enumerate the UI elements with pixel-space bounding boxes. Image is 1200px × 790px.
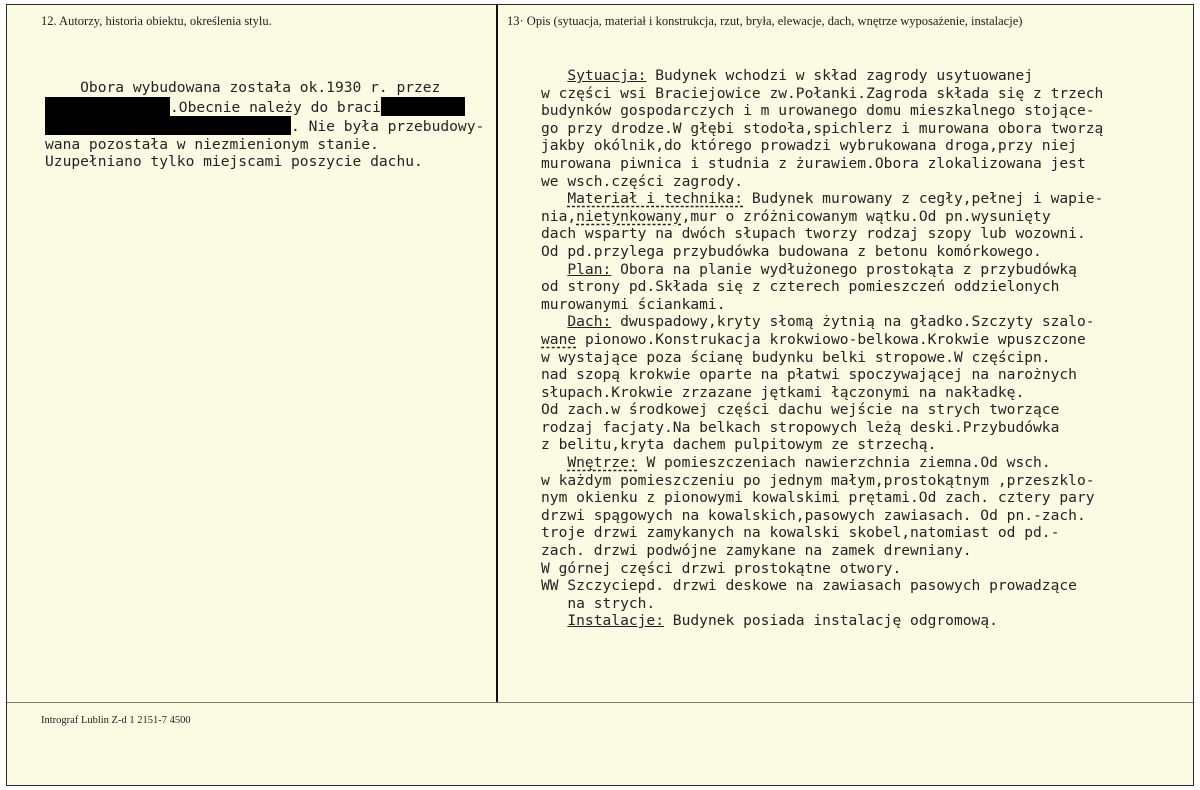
redaction-box	[45, 116, 291, 135]
history-text	[45, 79, 484, 171]
text-line: jakby okólnik,do którego prowadzi wybrukowana droga,przy niej	[541, 137, 1077, 155]
text-line: murowanymi ściankami.	[541, 295, 726, 313]
redaction-box	[45, 97, 170, 116]
text-line: Od zach.w środkowej części dachu wejście na strych tworzące	[541, 401, 1060, 419]
text-line: dwuspadowy,kryty słomą żytnią na gładko.Szczyty szalo-	[611, 313, 1095, 331]
text-line: w części wsi Braciejowice zw.Połanki.Zagroda składa się z trzech	[541, 84, 1104, 102]
text-line: nym okienku z pionowymi kowalskimi prętami.Od zach. cztery pary	[541, 489, 1095, 507]
text-line: zach. drzwi podwójne zamykane na zamek drewniany.	[541, 542, 972, 560]
text-line: rodzaj facjaty.Na belkach stropowych leżą deski.Przybudówka	[541, 418, 1060, 436]
text-line: go przy drodze.W głębi stodoła,spichlerz i murowana obora tworzą	[541, 119, 1104, 137]
heading-plan: Plan:	[567, 260, 612, 278]
text-line: Od pd.przylega przybudówka budowana z betonu komórkowego.	[541, 242, 1042, 260]
text-line: W pomieszczeniach nawierzchnia ziemna.Od wsch.	[637, 454, 1051, 472]
section-13-label: 13· Opis (sytuacja, materiał i konstrukcja, rzut, bryła, elewacje, dach, wnętrze wyposażenie, instalacje)	[507, 14, 1023, 28]
heading-material: Materiał i technika:	[567, 190, 744, 208]
history-line: Obora wybudowana została ok.1930 r. przez	[45, 79, 441, 96]
heading-sytuacja: Sytuacja:	[567, 67, 647, 84]
text-line: Obora na planie wydłużonego prostokąta z przybudówką	[611, 260, 1077, 278]
text-line: WW Szczyciepd. drzwi deskowe na zawiasach pasowych prowadzące	[541, 577, 1077, 595]
text-line: troje drzwi zamykanych na kowalski skobel,natomiast od pd.-	[541, 524, 1060, 542]
text-line: Budynek murowany z cegły,pełnej i wapie-	[743, 190, 1104, 208]
text-line: W górnej części drzwi prostokątne otwory.	[541, 559, 902, 577]
column-divider	[496, 5, 498, 703]
text-line: budynków gospodarczych i m urowanego domu mieszkalnego stojące-	[541, 102, 1095, 120]
text-line: nad szopą krokwie oparte na płatwi spoczywającej na narożnych	[541, 366, 1077, 384]
text-line: z belitu,kryta dachem pulpitowym ze strzechą.	[541, 436, 937, 454]
history-line: wana pozostała w niezmienionym stanie.	[45, 135, 379, 153]
text-line: we wsch.części zagrody.	[541, 172, 744, 190]
text-line: ,mur o zróżnicowanym wątku.Od pn.wysunięty	[681, 207, 1051, 225]
section-12-label: 12. Autorzy, historia obiektu, określenia stylu.	[41, 14, 272, 28]
text-line: drzwi spągowych na kowalskich,pasowych zawiasach. Od pn.-zach.	[541, 506, 1086, 524]
text-line: w wystające poza ścianę budynku belki stropowe.W częścipn.	[541, 348, 1051, 366]
text-line: pionowo.Konstrukacja krokwiowo-belkowa.Krokwie wpuszczone	[576, 330, 1086, 348]
redaction-box	[381, 97, 465, 116]
text-line: od strony pd.Składa się z czterech pomieszczeń oddzielonych	[541, 278, 1060, 296]
history-line: Uzupełniano tylko miejscami poszycie dachu.	[45, 153, 423, 171]
record-card	[6, 4, 1194, 786]
printer-imprint: Intrograf Lublin Z-d 1 2151-7 4500	[41, 715, 191, 726]
history-line: .Obecnie należy do braci	[170, 98, 381, 116]
heading-dach: Dach:	[567, 313, 612, 331]
heading-wnetrze: Wnętrze:	[567, 454, 638, 472]
text-line: dach wsparty na dwóch słupach tworzy rodzaj szopy lub wozowni.	[541, 225, 1086, 243]
text-line: wane	[541, 330, 577, 348]
footer-divider	[7, 702, 1193, 703]
text-line: nietynkowany	[576, 207, 682, 225]
text-line: murowana piwnica i studnia z żurawiem.Obora zlokalizowana jest	[541, 154, 1086, 172]
text-line: Budynek posiada instalację odgromową.	[664, 612, 998, 630]
heading-instalacje: Instalacje:	[567, 612, 665, 630]
text-line: słupach.Krokwie zrzazane jętkami łączonymi na nakładkę.	[541, 383, 1025, 401]
text-line: w każdym pomieszczeniu po jednym małym,prostokątnym ,przeszklo-	[541, 471, 1095, 489]
text-line: Budynek wchodzi w skład zagrody usytuowanej	[646, 67, 1034, 84]
text-line: na strych.	[541, 594, 656, 612]
history-line: . Nie była przebudowy-	[291, 118, 485, 136]
text-line: nia,	[541, 207, 577, 225]
description-text	[541, 67, 1103, 630]
